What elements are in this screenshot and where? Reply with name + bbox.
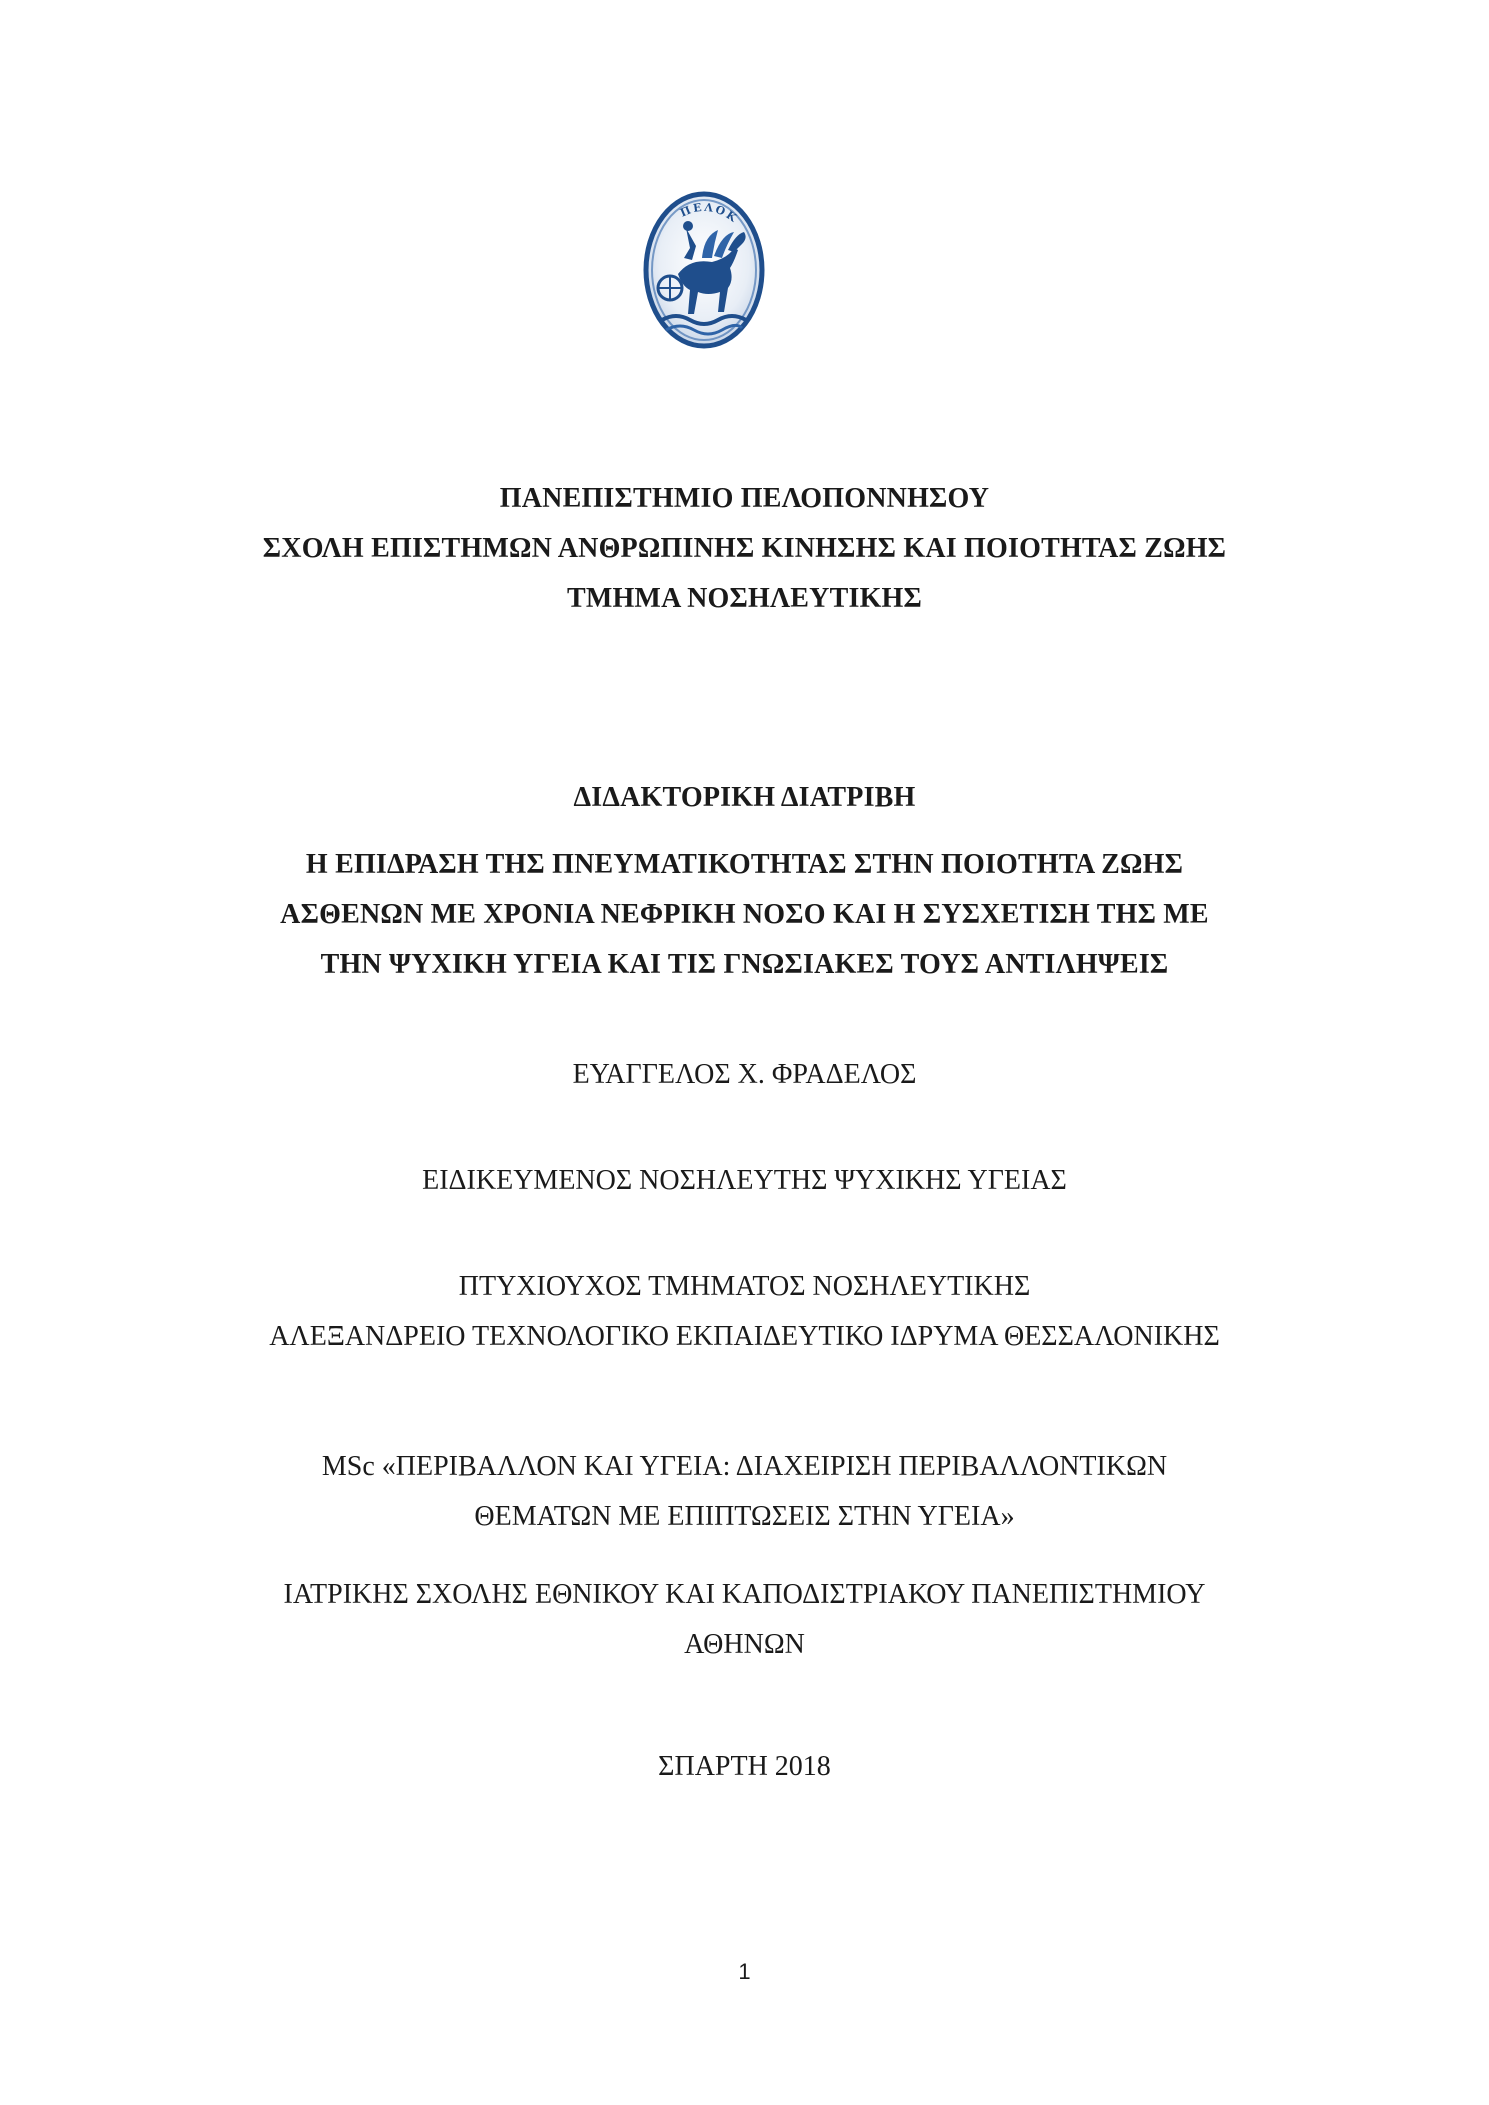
degree-institution: ΑΛΕΞΑΝΔΡΕΙΟ ΤΕΧΝΟΛΟΓΙΚΟ ΕΚΠΑΙΔΕΥΤΙΚΟ ΙΔΡΥΜΑ ΘΕΣΣΑΛΟΝΙΚΗΣ: [269, 1321, 1220, 1352]
msc-school-line: ΑΘΗΝΩΝ: [684, 1629, 805, 1660]
author-name: ΕΥΑΓΓΕΛΟΣ Χ. ΦΡΑΔΕΛΟΣ: [572, 1059, 917, 1090]
thesis-title-line: Η ΕΠΙΔΡΑΣΗ ΤΗΣ ΠΝΕΥΜΑΤΙΚΟΤΗΤΑΣ ΣΤΗΝ ΠΟΙΟΤΗΤΑ ΖΩΗΣ: [305, 849, 1184, 880]
school-name: ΣΧΟΛΗ ΕΠΙΣΤΗΜΩΝ ΑΝΘΡΩΠΙΝΗΣ ΚΙΝΗΣΗΣ ΚΑΙ ΠΟΙΟΤΗΤΑΣ ΖΩΗΣ: [262, 533, 1227, 564]
thesis-type: [0, 773, 1489, 823]
university-seal-icon: [642, 188, 766, 352]
author-msc: [0, 1442, 1489, 1542]
place-date-text: ΣΠΑΡΤΗ 2018: [658, 1751, 831, 1782]
msc-school: [0, 1570, 1489, 1670]
seal-inscription: ΠΕΛΟΚ: [678, 200, 741, 226]
thesis-title-line: ΑΣΘΕΝΩΝ ΜΕ ΧΡΟΝΙΑ ΝΕΦΡΙΚΗ ΝΟΣΟ ΚΑΙ Η ΣΥΣΧΕΤΙΣΗ ΤΗΣ ΜΕ: [280, 899, 1209, 930]
specialty-text: ΕΙΔΙΚΕΥΜΕΝΟΣ ΝΟΣΗΛΕΥΤΗΣ ΨΥΧΙΚΗΣ ΥΓΕΙΑΣ: [422, 1165, 1067, 1196]
msc-school-line: ΙΑΤΡΙΚΗΣ ΣΧΟΛΗΣ ΕΘΝΙΚΟΥ ΚΑΙ ΚΑΠΟΔΙΣΤΡΙΑΚΟΥ ΠΑΝΕΠΙΣΤΗΜΙΟΥ: [283, 1579, 1206, 1610]
thesis-type-label: ΔΙΔΑΚΤΟΡΙΚΗ ΔΙΑΤΡΙΒΗ: [573, 782, 916, 813]
author-degree: [0, 1262, 1489, 1362]
page-number: 1: [738, 1959, 751, 1984]
msc-line: MSc «ΠΕΡΙΒΑΛΛΟΝ ΚΑΙ ΥΓΕΙΑ: ΔΙΑΧΕΙΡΙΣΗ ΠΕΡΙΒΑΛΛΟΝΤΙΚΩΝ: [321, 1451, 1168, 1482]
msc-line: ΘΕΜΑΤΩΝ ΜΕ ΕΠΙΠΤΩΣΕΙΣ ΣΤΗΝ ΥΓΕΙΑ»: [474, 1501, 1015, 1532]
author: [0, 1053, 1489, 1097]
place-date: [0, 1745, 1489, 1789]
degree-line: ΠΤΥΧΙΟΥΧΟΣ ΤΜΗΜΑΤΟΣ ΝΟΣΗΛΕΥΤΙΚΗΣ: [458, 1271, 1031, 1302]
author-specialty: [0, 1159, 1489, 1203]
department-name: ΤΜΗΜΑ ΝΟΣΗΛΕΥΤΙΚΗΣ: [566, 583, 923, 614]
institution-heading: [0, 474, 1489, 624]
thesis-title: [0, 840, 1489, 990]
university-name: ΠΑΝΕΠΙΣΤΗΜΙΟ ΠΕΛΟΠΟΝΝΗΣΟΥ: [499, 483, 990, 514]
thesis-title-line: ΤΗΝ ΨΥΧΙΚΗ ΥΓΕΙΑ ΚΑΙ ΤΙΣ ΓΝΩΣΙΑΚΕΣ ΤΟΥΣ ΑΝΤΙΛΗΨΕΙΣ: [320, 949, 1169, 980]
